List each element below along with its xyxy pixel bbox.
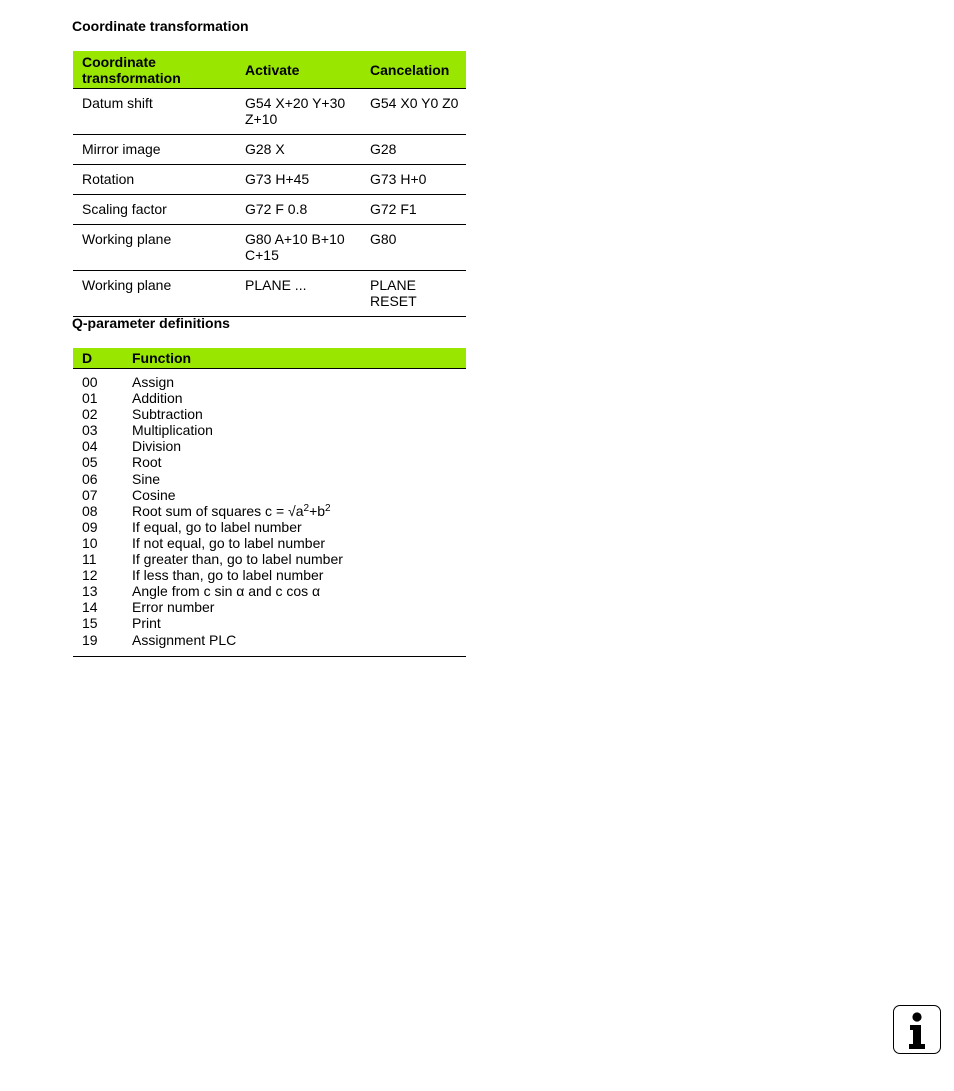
table-row bbox=[73, 135, 466, 165]
table-row bbox=[73, 165, 466, 195]
function-code: 07 bbox=[82, 486, 98, 503]
activate-command: G80 A+10 B+10 C+15 bbox=[236, 225, 361, 271]
formula-text: Root sum of squares c = √a bbox=[132, 502, 304, 519]
coordinate-transformation-heading: Coordinate transformation bbox=[72, 18, 249, 34]
function-name bbox=[132, 503, 466, 519]
function-name: Addition bbox=[132, 390, 183, 407]
formula-text: +b bbox=[309, 502, 326, 519]
function-name: Assignment PLC bbox=[132, 632, 466, 657]
activate-command: G72 F 0.8 bbox=[236, 195, 361, 225]
table-row bbox=[73, 422, 466, 438]
function-code: 05 bbox=[82, 454, 98, 471]
function-code: 10 bbox=[82, 534, 98, 551]
cancel-command: G54 X0 Y0 Z0 bbox=[361, 89, 466, 135]
coordinate-transformation-table bbox=[73, 51, 466, 317]
table-row bbox=[73, 89, 466, 135]
function-code: 12 bbox=[82, 567, 98, 584]
transformation-name: Scaling factor bbox=[73, 195, 236, 225]
function-name: If greater than, go to label number bbox=[132, 551, 343, 568]
function-name: Division bbox=[132, 438, 182, 455]
transformation-name: Rotation bbox=[73, 165, 236, 195]
table-row bbox=[73, 454, 466, 470]
table-row bbox=[73, 503, 466, 519]
exponent: 2 bbox=[325, 502, 331, 514]
table-row bbox=[73, 599, 466, 615]
function-code: 04 bbox=[82, 438, 98, 455]
function-name: Assign bbox=[132, 374, 175, 390]
table-row bbox=[73, 487, 466, 503]
function-name: Subtraction bbox=[132, 406, 203, 423]
activate-command: PLANE ... bbox=[236, 271, 361, 317]
function-code: 13 bbox=[82, 583, 98, 600]
column-header-function: Function bbox=[132, 348, 466, 369]
table-row bbox=[73, 271, 466, 317]
function-code: 11 bbox=[82, 551, 97, 568]
cancel-command: PLANE RESET bbox=[361, 271, 466, 317]
exponent: 2 bbox=[303, 502, 310, 514]
activate-command: G28 X bbox=[236, 135, 361, 165]
activate-command: G54 X+20 Y+30 Z+10 bbox=[236, 89, 361, 135]
cancel-command: G28 bbox=[361, 135, 466, 165]
q-parameter-table bbox=[73, 348, 466, 657]
function-code: 15 bbox=[82, 615, 98, 632]
function-name: If not equal, go to label number bbox=[132, 534, 326, 551]
function-name: Sine bbox=[132, 470, 161, 487]
function-code: 02 bbox=[82, 406, 98, 423]
activate-command: G73 H+45 bbox=[236, 165, 361, 195]
q-parameter-heading: Q-parameter definitions bbox=[72, 315, 230, 331]
column-header-activate: Activate bbox=[236, 51, 361, 89]
cancel-command: G72 F1 bbox=[361, 195, 466, 225]
table-row bbox=[73, 567, 466, 583]
column-header-d: D bbox=[73, 348, 132, 369]
function-code: 06 bbox=[82, 470, 98, 487]
function-name: Multiplication bbox=[132, 422, 213, 439]
table-row bbox=[73, 225, 466, 271]
function-code: 09 bbox=[82, 518, 98, 535]
function-name: Cosine bbox=[132, 486, 176, 503]
table-row bbox=[73, 406, 466, 422]
function-name: Angle from c sin α and c cos α bbox=[132, 583, 321, 600]
table-row bbox=[73, 390, 466, 406]
table-row bbox=[73, 551, 466, 567]
table-row bbox=[73, 195, 466, 225]
transformation-name: Mirror image bbox=[73, 135, 236, 165]
table-row bbox=[73, 471, 466, 487]
function-name: Error number bbox=[132, 599, 215, 616]
cancel-command: G73 H+0 bbox=[361, 165, 466, 195]
transformation-name: Datum shift bbox=[73, 89, 236, 135]
table-header-row bbox=[73, 348, 466, 369]
function-code: 14 bbox=[82, 599, 98, 616]
table-row bbox=[73, 632, 466, 657]
table-row bbox=[73, 369, 466, 391]
table-header-row bbox=[73, 51, 466, 89]
table-row bbox=[73, 535, 466, 551]
column-header-cancelation: Cancelation bbox=[361, 51, 466, 89]
column-header-transformation: Coordinate transformation bbox=[73, 51, 236, 89]
function-code: 01 bbox=[82, 390, 98, 407]
table-row bbox=[73, 438, 466, 454]
function-code: 19 bbox=[73, 632, 132, 657]
function-code: 00 bbox=[82, 374, 98, 390]
function-code: 08 bbox=[82, 502, 98, 519]
function-name: If less than, go to label number bbox=[132, 567, 324, 584]
table-row bbox=[73, 615, 466, 631]
function-name: If equal, go to label number bbox=[132, 518, 302, 535]
cancel-command: G80 bbox=[361, 225, 466, 271]
function-code: 03 bbox=[82, 422, 98, 439]
info-badge bbox=[893, 1005, 941, 1054]
transformation-name: Working plane bbox=[73, 271, 236, 317]
function-name: Root bbox=[132, 454, 162, 471]
table-row bbox=[73, 519, 466, 535]
transformation-name: Working plane bbox=[73, 225, 236, 271]
info-icon bbox=[894, 1006, 939, 1052]
function-name: Print bbox=[132, 615, 161, 632]
table-row bbox=[73, 583, 466, 599]
